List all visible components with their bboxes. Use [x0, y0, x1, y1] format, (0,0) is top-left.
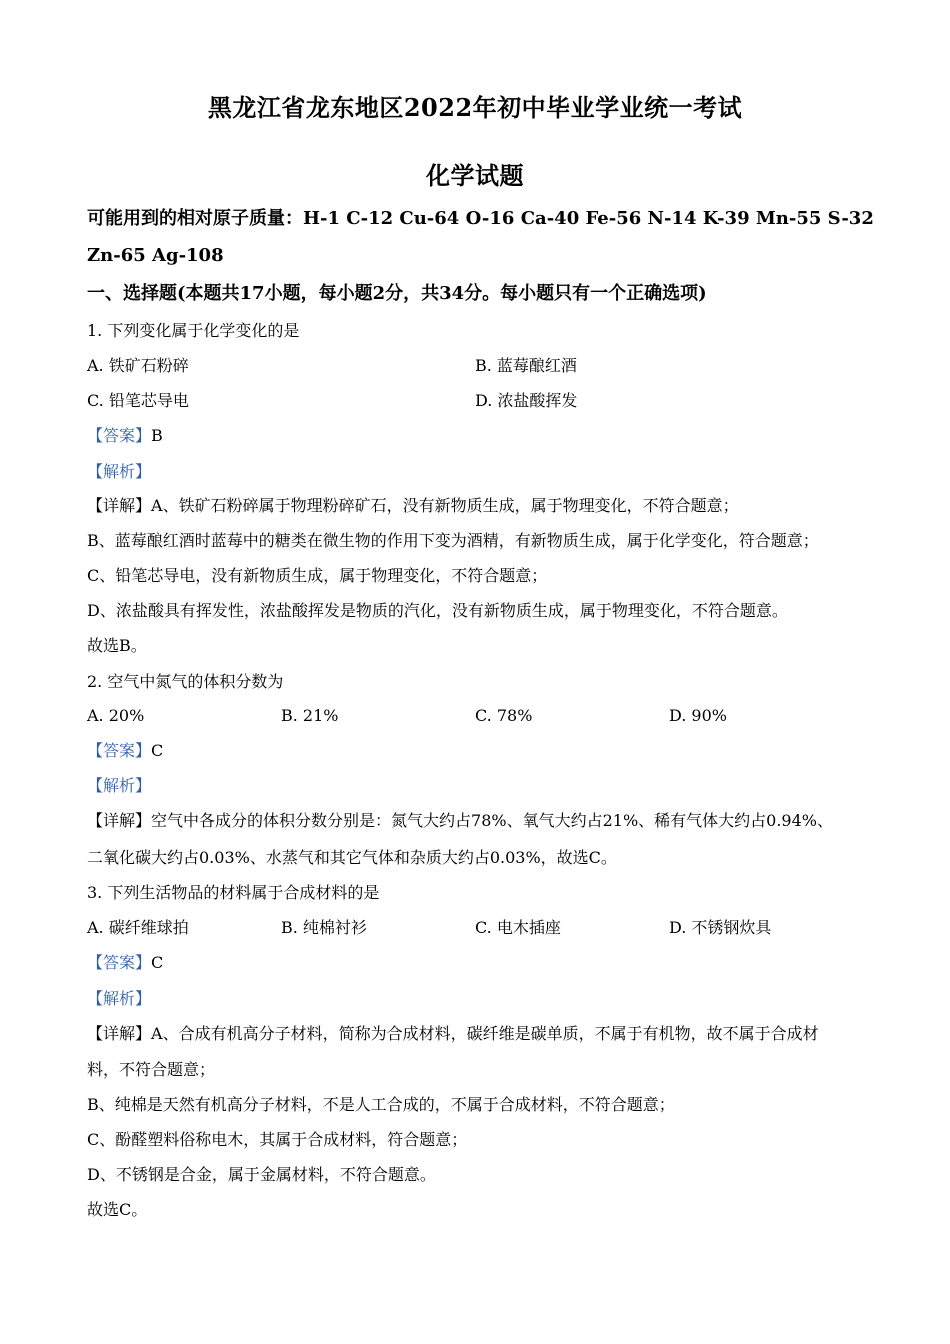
q1-conclusion: 故选B。	[87, 636, 147, 655]
q2-option-c: C. 78%	[475, 706, 533, 725]
q3-conclusion: 故选C。	[87, 1200, 148, 1219]
q3-option-b: B. 纯棉衬衫	[281, 918, 367, 937]
q2-answer	[87, 741, 163, 761]
q3-detail-a-cont: 料，不符合题意；	[87, 1060, 216, 1079]
q1-option-b: B. 蓝莓酿红酒	[475, 356, 577, 375]
detail-tag: 【详解】	[87, 811, 152, 830]
atomic-mass-line-2: Zn-65 Ag-108	[87, 245, 224, 266]
q3-detail-text-a: A、合成有机高分子材料，简称为合成材料，碳纤维是碳单质，不属于有机物，故不属于合成材	[151, 1024, 819, 1043]
q2-detail-a	[87, 811, 833, 831]
q3-detail-d: D、不锈钢是合金，属于金属材料，不符合题意。	[87, 1165, 436, 1184]
q2-analysis-tag: 【解析】	[87, 776, 152, 795]
q1-answer	[87, 426, 163, 446]
q2-option-d: D. 90%	[669, 706, 727, 725]
detail-tag: 【详解】	[87, 496, 152, 515]
answer-tag: 【答案】	[87, 741, 152, 760]
q1-option-c: C. 铅笔芯导电	[87, 391, 189, 410]
q1-detail-b: B、蓝莓酿红酒时蓝莓中的糖类在微生物的作用下变为酒精，有新物质生成，属于化学变化，符合题意；	[87, 531, 819, 550]
q2-answer-value: C	[151, 741, 164, 760]
q3-detail-a	[87, 1024, 819, 1044]
q1-option-d: D. 浓盐酸挥发	[475, 391, 578, 410]
q1-detail-text-a: A、铁矿石粉碎属于物理粉碎矿石，没有新物质生成，属于物理变化，不符合题意；	[151, 496, 739, 515]
q1-analysis-tag: 【解析】	[87, 462, 152, 481]
q2-option-a: A. 20%	[87, 706, 145, 725]
q2-option-b: B. 21%	[281, 706, 339, 725]
q3-analysis-tag: 【解析】	[87, 989, 152, 1008]
q1-detail-c: C、铅笔芯导电，没有新物质生成，属于物理变化，不符合题意；	[87, 566, 548, 585]
q1-answer-value: B	[151, 426, 163, 445]
answer-tag: 【答案】	[87, 953, 152, 972]
q3-detail-c: C、酚醛塑料俗称电木，其属于合成材料，符合题意；	[87, 1130, 468, 1149]
q2-detail-b: 二氧化碳大约占0.03%、水蒸气和其它气体和杂质大约占0.03%，故选C。	[87, 848, 617, 867]
q3-answer	[87, 953, 163, 973]
q3-option-c: C. 电木插座	[475, 918, 561, 937]
q1-detail-a	[87, 496, 739, 516]
q3-answer-value: C	[151, 953, 164, 972]
q1-option-a: A. 铁矿石粉碎	[87, 356, 189, 375]
detail-tag: 【详解】	[87, 1024, 152, 1043]
q3-detail-b: B、纯棉是天然有机高分子材料，不是人工合成的，不属于合成材料，不符合题意；	[87, 1095, 675, 1114]
exam-title: 黑龙江省龙东地区2022年初中毕业学业统一考试	[207, 93, 743, 122]
q2-detail-text-a: 空气中各成分的体积分数分别是：氮气大约占78%、氧气大约占21%、稀有气体大约占0.94%、	[151, 811, 833, 830]
answer-tag: 【答案】	[87, 426, 152, 445]
q2-stem: 2. 空气中氮气的体积分数为	[87, 672, 284, 691]
q3-stem: 3. 下列生活物品的材料属于合成材料的是	[87, 883, 380, 902]
q3-option-d: D. 不锈钢炊具	[669, 918, 772, 937]
q1-detail-d: D、浓盐酸具有挥发性，浓盐酸挥发是物质的汽化，没有新物质生成，属于物理变化，不符合题意。	[87, 601, 788, 620]
exam-subtitle: 化学试题	[426, 161, 524, 190]
q1-stem: 1. 下列变化属于化学变化的是	[87, 321, 300, 340]
section-heading: 一、选择题(本题共17小题，每小题2分，共34分。每小题只有一个正确选项)	[87, 283, 707, 304]
q3-option-a: A. 碳纤维球拍	[87, 918, 189, 937]
atomic-mass-line-1: 可能用到的相对原子质量：H-1 C-12 Cu-64 O-16 Ca-40 Fe-56 N-14 K-39 Mn-55 S-32	[87, 208, 874, 229]
